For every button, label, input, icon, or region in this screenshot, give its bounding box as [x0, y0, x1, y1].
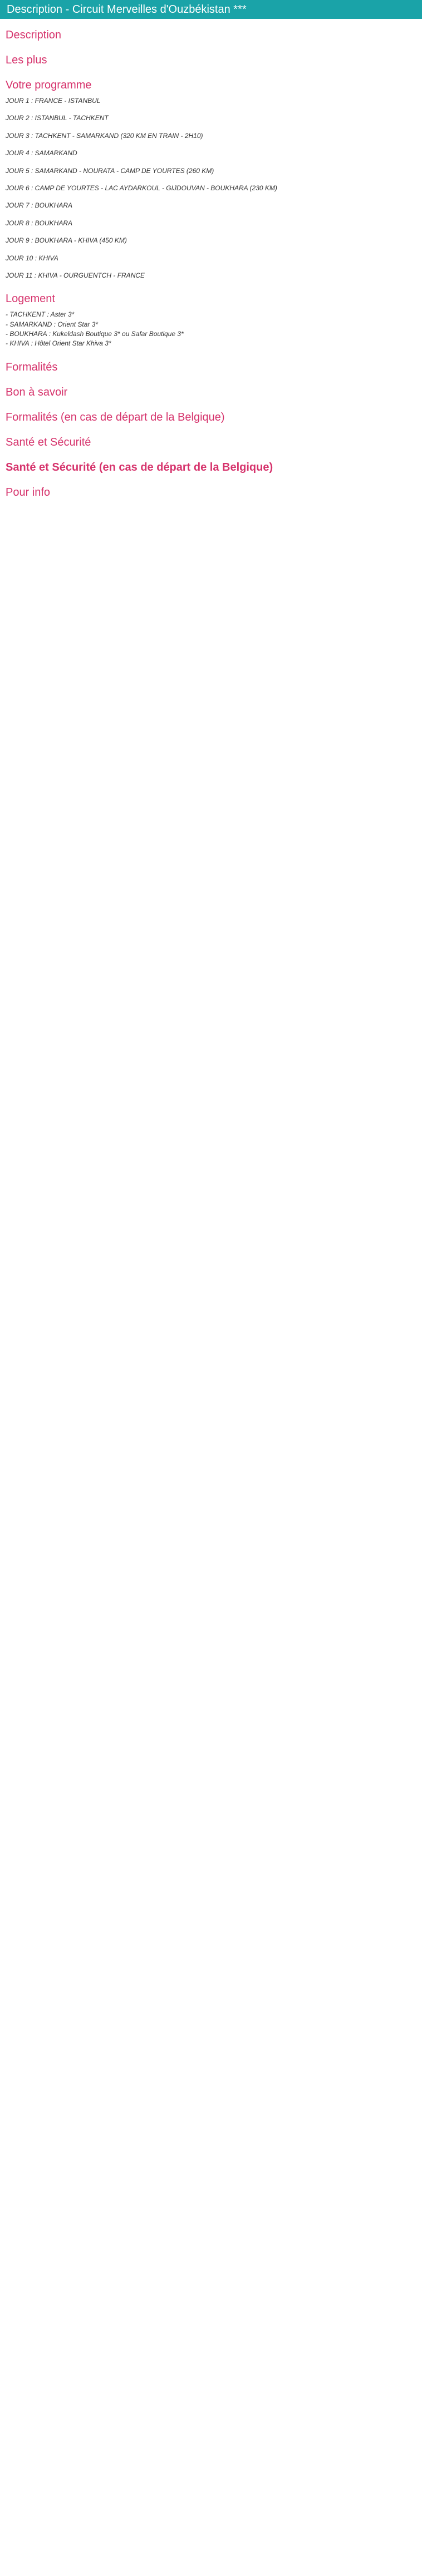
day-title: JOUR 6 : CAMP DE YOURTES - LAC AYDARKOUL - GIJDOUVAN - BOUKHARA (230 KM) — [6, 184, 277, 192]
section-formalites — [6, 361, 416, 374]
section-heading: Bon à savoir — [6, 386, 68, 398]
itinerary-day — [6, 201, 416, 210]
title-bar — [0, 0, 422, 19]
section-plus — [6, 54, 416, 67]
list-item: - SAMARKAND : Orient Star 3* — [6, 320, 99, 328]
section-heading: Pour info — [6, 486, 51, 499]
section-description — [6, 29, 416, 42]
day-title: JOUR 1 : FRANCE - ISTANBUL — [6, 97, 101, 105]
page-title: Description - Circuit Merveilles d'Ouzbékistan *** — [7, 3, 247, 16]
day-title: JOUR 9 : BOUKHARA - KHIVA (450 KM) — [6, 236, 127, 245]
sections-container — [6, 29, 416, 499]
itinerary-day — [6, 184, 416, 193]
section-heading: Les plus — [6, 54, 47, 66]
list-item: - BOUKHARA : Kukeldash Boutique 3* ou Safar Boutique 3* — [6, 330, 184, 338]
itinerary-day — [6, 254, 416, 263]
section-heading: Santé et Sécurité — [6, 436, 91, 448]
day-title: JOUR 10 : KHIVA — [6, 254, 58, 262]
itinerary-day — [6, 96, 416, 106]
section-heading: Formalités (en cas de départ de la Belgique) — [6, 411, 225, 423]
itinerary-day — [6, 149, 416, 158]
itinerary-day — [6, 219, 416, 228]
list-item: - KHIVA : Hôtel Orient Star Khiva 3* — [6, 339, 111, 348]
section-heading: Description — [6, 29, 62, 41]
section-heading: Logement — [6, 293, 55, 305]
itinerary-day — [6, 113, 416, 123]
itinerary-day — [6, 236, 416, 245]
list-item: - TACHKENT : Aster 3* — [6, 310, 75, 319]
section-heading: Santé et Sécurité (en cas de départ de la Belgique) — [6, 461, 273, 473]
itinerary-day — [6, 166, 416, 176]
day-title: JOUR 4 : SAMARKAND — [6, 149, 77, 157]
day-title: JOUR 3 : TACHKENT - SAMARKAND (320 KM EN TRAIN - 2H10) — [6, 131, 203, 140]
page — [0, 0, 422, 522]
day-title: JOUR 2 : ISTANBUL - TACHKENT — [6, 114, 109, 122]
section-formalites-belgique — [6, 411, 416, 424]
day-title: JOUR 11 : KHIVA - OURGUENTCH - FRANCE — [6, 271, 145, 279]
section-bon-a-savoir — [6, 386, 416, 399]
section-pour-info — [6, 486, 416, 499]
section-heading: Formalités — [6, 361, 58, 373]
day-title: JOUR 8 : BOUKHARA — [6, 219, 73, 227]
section-programme — [6, 79, 416, 280]
day-title: JOUR 5 : SAMARKAND - NOURATA - CAMP DE YOURTES (260 KM) — [6, 166, 214, 175]
section-logement — [6, 293, 416, 349]
section-heading: Votre programme — [6, 79, 92, 91]
content — [0, 19, 422, 499]
itinerary-day — [6, 131, 416, 141]
section-sante — [6, 436, 416, 449]
day-title: JOUR 7 : BOUKHARA — [6, 201, 73, 210]
itinerary-day — [6, 271, 416, 280]
section-list — [6, 310, 416, 349]
section-sante-belgique — [6, 461, 416, 474]
